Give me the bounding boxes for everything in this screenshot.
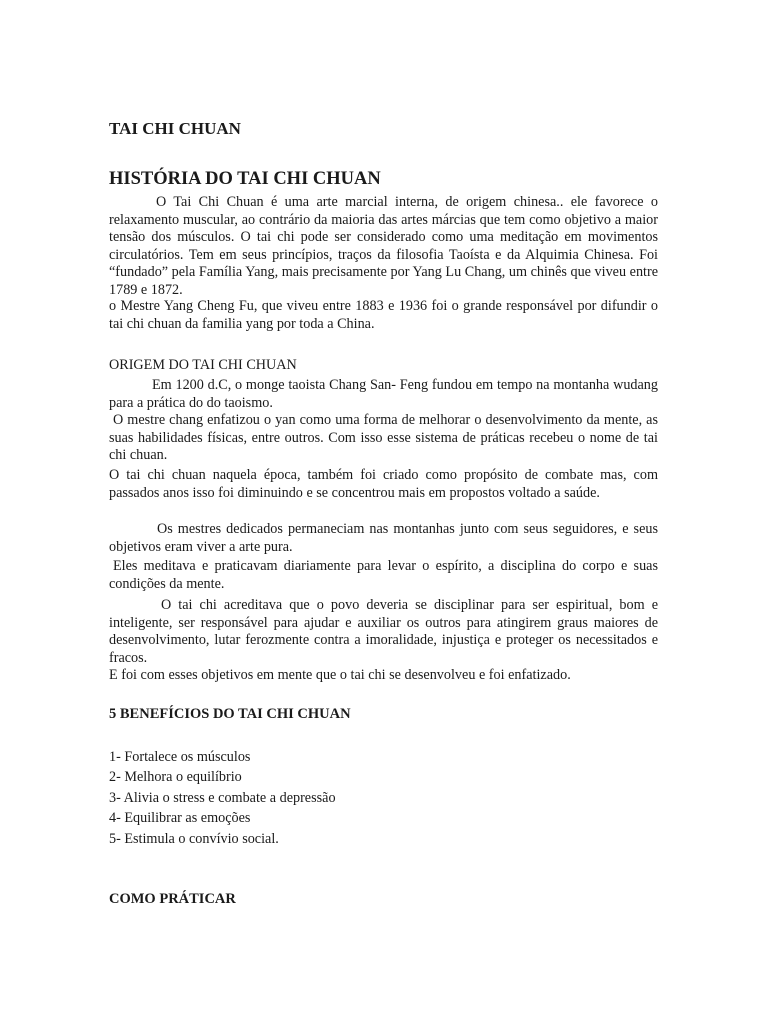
origin-paragraph-4: Os mestres dedicados permaneciam nas montanhas junto com seus seguidores, e seus objetivos eram viver a arte pura. — [109, 521, 658, 555]
history-paragraph-2: o Mestre Yang Cheng Fu, que viveu entre 1883 e 1936 foi o grande responsável por difundir o tai chi chuan da familia yang por toda a China. — [109, 298, 658, 332]
origin-paragraph-6: O tai chi acreditava que o povo deveria se disciplinar para ser espiritual, bom e inteligente, ser responsável para ajudar e auxiliar os outros para atingirem graus maiores de desenvolvimento, lutar ferozmente contra a imoralidade, injustiça e proteger os necessitados e fracos. — [109, 597, 658, 666]
origin-paragraph-1: Em 1200 d.C, o monge taoista Chang San- Feng fundou em tempo na montanha wudang para a prática do do taoismo. — [109, 377, 658, 411]
benefit-item: 5- Estimula o convívio social. — [109, 830, 279, 847]
origin-paragraph-2: O mestre chang enfatizou o yan como uma forma de melhorar o desenvolvimento da mente, as suas habilidades físicas, entre outros. Com isso esse sistema de práticas recebeu o nome de tai chi chuan. — [109, 412, 658, 464]
origin-paragraph-3: O tai chi chuan naquela época, também foi criado como propósito de combate mas, com passados anos isso foi diminuindo e se concentrou mais em propostos voltado a saúde. — [109, 467, 658, 501]
benefit-item: 1- Fortalece os músculos — [109, 749, 251, 765]
benefit-item: 3- Alivia o stress e combate a depressão — [109, 789, 336, 806]
origin-paragraph-5: Eles meditava e praticavam diariamente para levar o espírito, a disciplina do corpo e suas condições da mente. — [109, 558, 658, 592]
document-title: TAI CHI CHUAN — [109, 119, 241, 138]
benefit-item: 4- Equilibrar as emoções — [109, 810, 251, 827]
practice-heading: COMO PRÁTICAR — [109, 891, 236, 907]
benefits-heading: 5 BENEFÍCIOS DO TAI CHI CHUAN — [109, 706, 351, 722]
benefits-list — [109, 748, 336, 850]
history-heading: HISTÓRIA DO TAI CHI CHUAN — [109, 169, 381, 189]
origin-heading: ORIGEM DO TAI CHI CHUAN — [109, 357, 297, 373]
origin-paragraph-7: E foi com esses objetivos em mente que o tai chi se desenvolveu e foi enfatizado. — [109, 667, 571, 683]
benefit-item: 2- Melhora o equilíbrio — [109, 769, 242, 786]
history-paragraph-1: O Tai Chi Chuan é uma arte marcial interna, de origem chinesa.. ele favorece o relaxamento muscular, ao contrário da maioria das artes márcias que tem como objetivo a maior tensão dos músculos. O tai chi pode ser considerado como uma meditação em movimentos circulatórios. Tem em seus princípios, traços da filosofia Taoísta e da Alquimia Chinesa. Foi “fundado” pela Família Yang, mais precisamente por Yang Lu Chang, um chinês que viveu entre 1789 e 1872. — [109, 194, 658, 298]
